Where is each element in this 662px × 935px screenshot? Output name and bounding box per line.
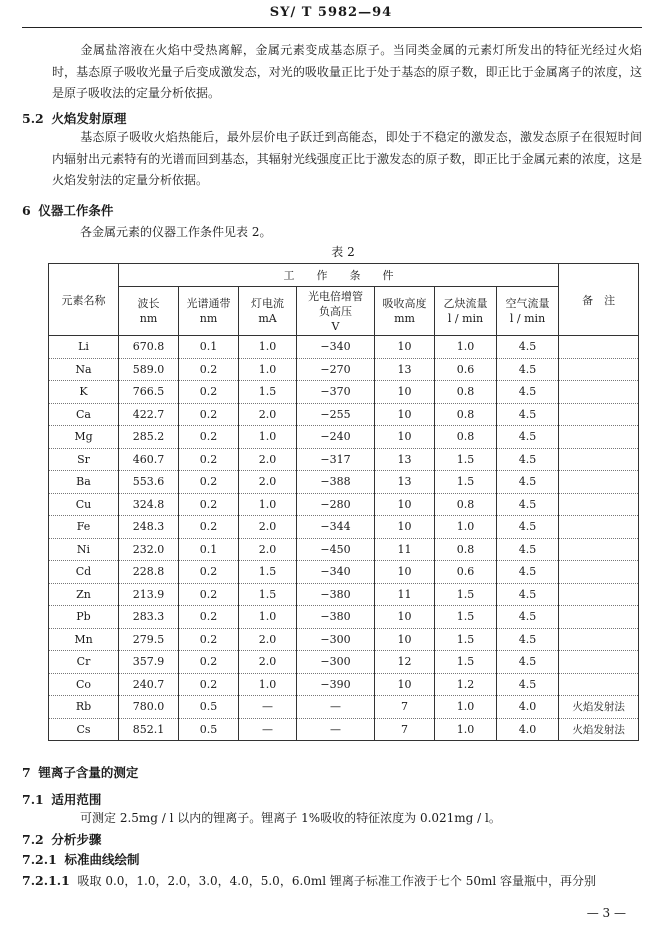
value-cell: 4.5 bbox=[497, 606, 559, 629]
value-cell: −388 bbox=[297, 471, 375, 494]
element-cell: Cs bbox=[49, 718, 119, 741]
section-7-2-1-heading: 7.2.1 标准曲线绘制 bbox=[22, 852, 140, 867]
table-row bbox=[49, 651, 639, 674]
value-cell: 0.2 bbox=[179, 471, 239, 494]
col-header-name: 乙炔流量 bbox=[443, 297, 488, 310]
value-cell: 12 bbox=[375, 651, 435, 674]
value-cell: 0.2 bbox=[179, 403, 239, 426]
value-cell: 10 bbox=[375, 403, 435, 426]
value-cell: 279.5 bbox=[119, 628, 179, 651]
value-cell: 1.0 bbox=[435, 336, 497, 359]
col-header-unit: V bbox=[331, 319, 340, 333]
table-row bbox=[49, 516, 639, 539]
value-cell: — bbox=[297, 718, 375, 741]
note-cell bbox=[559, 561, 639, 584]
element-cell: Ni bbox=[49, 538, 119, 561]
col-element-header: 元素名称 bbox=[49, 264, 119, 336]
value-cell: 553.6 bbox=[119, 471, 179, 494]
section-6-heading: 6 仪器工作条件 bbox=[22, 203, 114, 218]
value-cell: 1.0 bbox=[239, 673, 297, 696]
intro-paragraph: 金属盐溶液在火焰中受热离解，金属元素变成基态原子。当同类金属的元素灯所发出的特征光经过火焰时，基态原子吸收光量子后变成激发态，对光的吸收量正比于处于基态的原子数，即正比于金属离子的浓度，这是原子吸收法的定量分析依据。 bbox=[52, 43, 642, 100]
value-cell: 4.5 bbox=[497, 403, 559, 426]
value-cell: 0.2 bbox=[179, 583, 239, 606]
value-cell: 0.2 bbox=[179, 516, 239, 539]
element-cell: Cr bbox=[49, 651, 119, 674]
value-cell: 0.2 bbox=[179, 381, 239, 404]
value-cell: −255 bbox=[297, 403, 375, 426]
value-cell: −280 bbox=[297, 493, 375, 516]
element-cell: Li bbox=[49, 336, 119, 359]
table-row bbox=[49, 696, 639, 719]
value-cell: 4.5 bbox=[497, 583, 559, 606]
value-cell: 4.5 bbox=[497, 358, 559, 381]
table-row bbox=[49, 718, 639, 741]
note-cell bbox=[559, 606, 639, 629]
table-row bbox=[49, 606, 639, 629]
table-row bbox=[49, 448, 639, 471]
value-cell: 852.1 bbox=[119, 718, 179, 741]
value-cell: −370 bbox=[297, 381, 375, 404]
value-cell: 0.8 bbox=[435, 426, 497, 449]
table-row bbox=[49, 561, 639, 584]
note-cell: 火焰发射法 bbox=[559, 718, 639, 741]
value-cell: 11 bbox=[375, 538, 435, 561]
value-cell: 4.5 bbox=[497, 651, 559, 674]
section-6-paragraph: 各金属元素的仪器工作条件见表 2。 bbox=[80, 225, 272, 239]
group-header: 工 作 条 件 bbox=[119, 264, 559, 287]
col-header bbox=[297, 287, 375, 336]
value-cell: −380 bbox=[297, 606, 375, 629]
table-row bbox=[49, 493, 639, 516]
col-header-unit: nm bbox=[139, 312, 158, 325]
value-cell: 422.7 bbox=[119, 403, 179, 426]
value-cell: 10 bbox=[375, 426, 435, 449]
value-cell: −300 bbox=[297, 628, 375, 651]
col-header-unit: mm bbox=[394, 312, 415, 325]
table-row bbox=[49, 628, 639, 651]
value-cell: 13 bbox=[375, 448, 435, 471]
value-cell: 2.0 bbox=[239, 448, 297, 471]
value-cell: 0.1 bbox=[179, 538, 239, 561]
element-cell: Ba bbox=[49, 471, 119, 494]
value-cell: 7 bbox=[375, 696, 435, 719]
document-header: SY/ T 5982—94 bbox=[269, 5, 393, 20]
section-7-1-heading: 7.1 适用范围 bbox=[22, 792, 102, 807]
value-cell: 2.0 bbox=[239, 628, 297, 651]
value-cell: — bbox=[297, 696, 375, 719]
note-cell bbox=[559, 403, 639, 426]
element-cell: Mn bbox=[49, 628, 119, 651]
value-cell: 10 bbox=[375, 381, 435, 404]
note-cell bbox=[559, 493, 639, 516]
section-7-heading: 7 锂离子含量的测定 bbox=[22, 765, 139, 780]
value-cell: 324.8 bbox=[119, 493, 179, 516]
section-5-2-paragraph: 基态原子吸收火焰热能后，最外层价电子跃迁到高能态，即处于不稳定的激发态，激发态原子在很短时间内辐射出元素特有的光谱而回到基态，其辐射光线强度正比于激发态的原子数，即正比于金属元素的浓度，这是火焰发射法的定量分析依据。 bbox=[52, 130, 642, 187]
value-cell: −317 bbox=[297, 448, 375, 471]
value-cell: 4.5 bbox=[497, 561, 559, 584]
note-cell bbox=[559, 673, 639, 696]
value-cell: 1.5 bbox=[239, 381, 297, 404]
element-cell: K bbox=[49, 381, 119, 404]
value-cell: −344 bbox=[297, 516, 375, 539]
col-header-name: 空气流量 bbox=[505, 297, 550, 310]
value-cell: 0.8 bbox=[435, 381, 497, 404]
instrument-conditions-table bbox=[48, 263, 639, 741]
table-caption: 表 2 bbox=[331, 245, 355, 259]
value-cell: 0.6 bbox=[435, 358, 497, 381]
value-cell: −450 bbox=[297, 538, 375, 561]
value-cell: 1.2 bbox=[435, 673, 497, 696]
value-cell: 13 bbox=[375, 471, 435, 494]
value-cell: 2.0 bbox=[239, 538, 297, 561]
note-cell bbox=[559, 358, 639, 381]
value-cell: 2.0 bbox=[239, 471, 297, 494]
value-cell: 4.5 bbox=[497, 471, 559, 494]
col-header bbox=[497, 287, 559, 336]
value-cell: 670.8 bbox=[119, 336, 179, 359]
value-cell: — bbox=[239, 696, 297, 719]
value-cell: 1.0 bbox=[435, 516, 497, 539]
value-cell: 10 bbox=[375, 516, 435, 539]
value-cell: 0.5 bbox=[179, 696, 239, 719]
col-header-name: 光谱通带 bbox=[186, 297, 231, 310]
note-cell bbox=[559, 538, 639, 561]
header-divider bbox=[22, 27, 642, 28]
value-cell: 1.0 bbox=[239, 493, 297, 516]
col-header bbox=[179, 287, 239, 336]
value-cell: 1.0 bbox=[435, 696, 497, 719]
value-cell: 10 bbox=[375, 628, 435, 651]
col-header-name: 灯电流 bbox=[251, 297, 284, 310]
value-cell: 4.5 bbox=[497, 673, 559, 696]
note-cell bbox=[559, 471, 639, 494]
col-header-unit: nm bbox=[199, 312, 218, 325]
value-cell: 13 bbox=[375, 358, 435, 381]
value-cell: 10 bbox=[375, 336, 435, 359]
section-7-2-1-1-text: 7.2.1.1 吸取 0.0，1.0，2.0，3.0，4.0，5.0，6.0ml 锂离子标准工作液于七个 50ml 容量瓶中，再分别 bbox=[22, 873, 597, 888]
value-cell: 10 bbox=[375, 673, 435, 696]
section-7-1-paragraph: 可测定 2.5mg / l 以内的锂离子。锂离子 1%吸收的特征浓度为 0.021mg / l。 bbox=[80, 811, 501, 825]
value-cell: 0.8 bbox=[435, 403, 497, 426]
col-header bbox=[375, 287, 435, 336]
element-cell: Cd bbox=[49, 561, 119, 584]
value-cell: 4.5 bbox=[497, 516, 559, 539]
value-cell: 0.2 bbox=[179, 561, 239, 584]
value-cell: 10 bbox=[375, 561, 435, 584]
value-cell: 283.3 bbox=[119, 606, 179, 629]
element-cell: Sr bbox=[49, 448, 119, 471]
element-cell: Cu bbox=[49, 493, 119, 516]
value-cell: 1.5 bbox=[239, 583, 297, 606]
value-cell: 0.6 bbox=[435, 561, 497, 584]
value-cell: 4.5 bbox=[497, 336, 559, 359]
col-header bbox=[119, 287, 179, 336]
value-cell: 1.5 bbox=[435, 651, 497, 674]
value-cell: 780.0 bbox=[119, 696, 179, 719]
note-cell bbox=[559, 381, 639, 404]
value-cell: — bbox=[239, 718, 297, 741]
col-header-name: 波长 bbox=[137, 297, 160, 310]
value-cell: 4.5 bbox=[497, 381, 559, 404]
value-cell: 213.9 bbox=[119, 583, 179, 606]
value-cell: 1.5 bbox=[435, 628, 497, 651]
value-cell: 248.3 bbox=[119, 516, 179, 539]
value-cell: 1.5 bbox=[435, 448, 497, 471]
element-cell: Na bbox=[49, 358, 119, 381]
element-cell: Ca bbox=[49, 403, 119, 426]
value-cell: 1.0 bbox=[239, 336, 297, 359]
element-cell: Pb bbox=[49, 606, 119, 629]
section-7-2-heading: 7.2 分析步骤 bbox=[22, 832, 102, 847]
value-cell: 0.2 bbox=[179, 426, 239, 449]
value-cell: 4.5 bbox=[497, 426, 559, 449]
note-cell bbox=[559, 426, 639, 449]
note-cell: 火焰发射法 bbox=[559, 696, 639, 719]
value-cell: 4.5 bbox=[497, 538, 559, 561]
col-header-name: 吸收高度 bbox=[382, 297, 427, 310]
note-cell bbox=[559, 583, 639, 606]
value-cell: 766.5 bbox=[119, 381, 179, 404]
col-header bbox=[435, 287, 497, 336]
value-cell: −340 bbox=[297, 336, 375, 359]
value-cell: −390 bbox=[297, 673, 375, 696]
note-cell bbox=[559, 651, 639, 674]
value-cell: 1.0 bbox=[435, 718, 497, 741]
value-cell: −380 bbox=[297, 583, 375, 606]
section-5-2-heading: 5.2 火焰发射原理 bbox=[22, 111, 127, 126]
value-cell: 1.0 bbox=[239, 606, 297, 629]
value-cell: −240 bbox=[297, 426, 375, 449]
col-note-header: 备 注 bbox=[559, 264, 639, 336]
value-cell: 1.0 bbox=[239, 358, 297, 381]
value-cell: 0.5 bbox=[179, 718, 239, 741]
value-cell: 4.0 bbox=[497, 696, 559, 719]
table-row bbox=[49, 471, 639, 494]
element-cell: Fe bbox=[49, 516, 119, 539]
value-cell: 4.0 bbox=[497, 718, 559, 741]
value-cell: 0.2 bbox=[179, 673, 239, 696]
value-cell: 357.9 bbox=[119, 651, 179, 674]
value-cell: 4.5 bbox=[497, 628, 559, 651]
page-number: — 3 — bbox=[586, 906, 626, 920]
value-cell: 7 bbox=[375, 718, 435, 741]
value-cell: −340 bbox=[297, 561, 375, 584]
value-cell: 0.1 bbox=[179, 336, 239, 359]
value-cell: 0.2 bbox=[179, 448, 239, 471]
element-cell: Mg bbox=[49, 426, 119, 449]
note-cell bbox=[559, 336, 639, 359]
value-cell: 1.5 bbox=[435, 471, 497, 494]
value-cell: 1.5 bbox=[239, 561, 297, 584]
col-header-name: 光电倍增管负高压 bbox=[308, 289, 363, 318]
value-cell: 0.2 bbox=[179, 493, 239, 516]
note-cell bbox=[559, 628, 639, 651]
value-cell: 0.8 bbox=[435, 538, 497, 561]
value-cell: 10 bbox=[375, 493, 435, 516]
value-cell: 4.5 bbox=[497, 448, 559, 471]
table-row bbox=[49, 673, 639, 696]
value-cell: 1.5 bbox=[435, 606, 497, 629]
note-cell bbox=[559, 516, 639, 539]
value-cell: 228.8 bbox=[119, 561, 179, 584]
table-row bbox=[49, 336, 639, 359]
element-cell: Co bbox=[49, 673, 119, 696]
element-cell: Rb bbox=[49, 696, 119, 719]
value-cell: 285.2 bbox=[119, 426, 179, 449]
table-row bbox=[49, 538, 639, 561]
table-row bbox=[49, 583, 639, 606]
value-cell: 10 bbox=[375, 606, 435, 629]
value-cell: −300 bbox=[297, 651, 375, 674]
col-header-unit: l / min bbox=[509, 312, 546, 325]
value-cell: 460.7 bbox=[119, 448, 179, 471]
table-row bbox=[49, 381, 639, 404]
value-cell: 589.0 bbox=[119, 358, 179, 381]
col-header bbox=[239, 287, 297, 336]
table-row bbox=[49, 358, 639, 381]
value-cell: 2.0 bbox=[239, 516, 297, 539]
table-row bbox=[49, 403, 639, 426]
value-cell: 232.0 bbox=[119, 538, 179, 561]
col-header-unit: l / min bbox=[447, 312, 484, 325]
value-cell: 2.0 bbox=[239, 651, 297, 674]
value-cell: −270 bbox=[297, 358, 375, 381]
value-cell: 11 bbox=[375, 583, 435, 606]
value-cell: 0.8 bbox=[435, 493, 497, 516]
value-cell: 0.2 bbox=[179, 606, 239, 629]
table-row bbox=[49, 426, 639, 449]
note-cell bbox=[559, 448, 639, 471]
value-cell: 4.5 bbox=[497, 493, 559, 516]
value-cell: 0.2 bbox=[179, 628, 239, 651]
value-cell: 1.5 bbox=[435, 583, 497, 606]
col-header-unit: mA bbox=[258, 312, 277, 325]
element-cell: Zn bbox=[49, 583, 119, 606]
value-cell: 0.2 bbox=[179, 358, 239, 381]
value-cell: 2.0 bbox=[239, 403, 297, 426]
value-cell: 240.7 bbox=[119, 673, 179, 696]
value-cell: 1.0 bbox=[239, 426, 297, 449]
value-cell: 0.2 bbox=[179, 651, 239, 674]
